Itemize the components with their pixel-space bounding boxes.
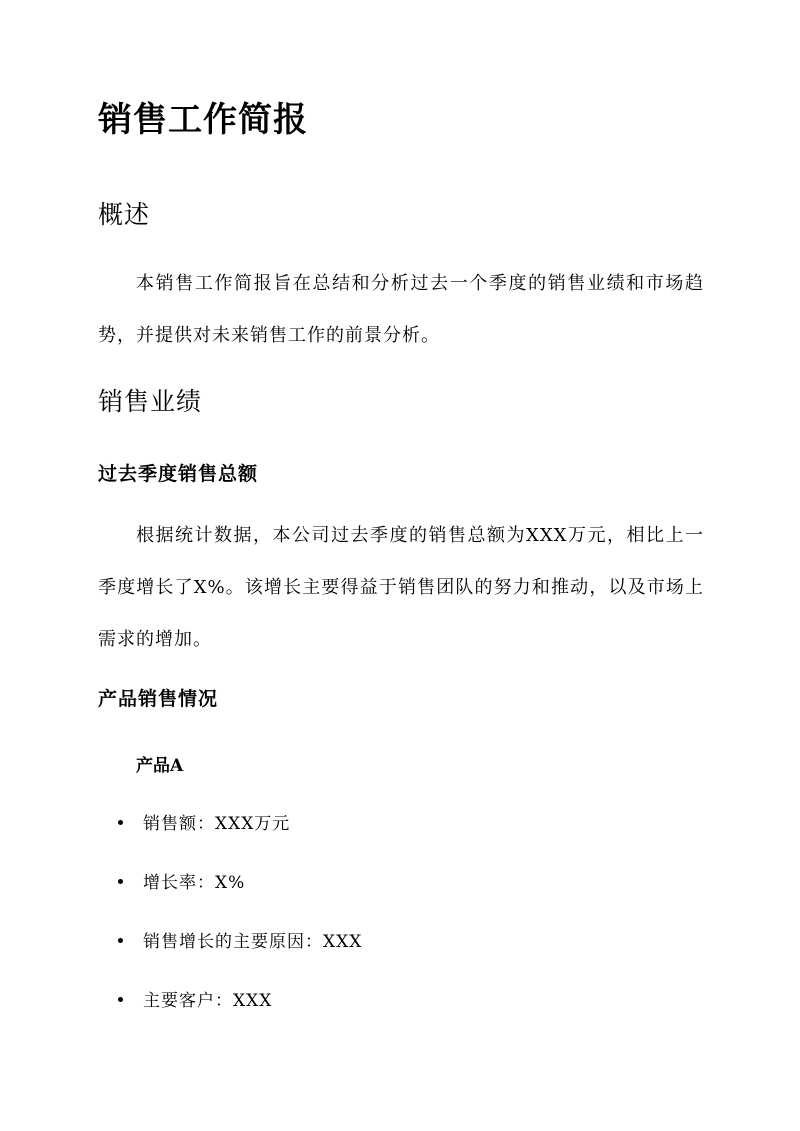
list-item-text: 销售增长的主要原因：XXX bbox=[143, 932, 363, 952]
overview-paragraph: 本销售工作简报旨在总结和分析过去一个季度的销售业绩和市场趋势，并提供对未来销售工作的前景分析。 bbox=[98, 273, 704, 346]
product-sales-heading: 产品销售情况 bbox=[98, 688, 219, 710]
product-a-heading: 产品A bbox=[136, 756, 184, 776]
bullet-icon bbox=[118, 820, 123, 825]
total-sales-heading: 过去季度销售总额 bbox=[98, 463, 259, 485]
bullet-icon bbox=[118, 938, 123, 943]
list-item-growth-reason bbox=[118, 922, 362, 981]
total-sales-paragraph: 根据统计数据，本公司过去季度的销售总额为XXX万元，相比上一季度增长了X%。该增长主要得益于销售团队的努力和推动，以及市场上需求的增加。 bbox=[98, 525, 704, 650]
document-title: 销售工作简报 bbox=[98, 100, 308, 140]
list-item-growth-rate bbox=[118, 863, 362, 922]
list-item-sales-amount bbox=[118, 804, 362, 863]
list-item-key-customers bbox=[118, 981, 362, 1040]
bullet-icon bbox=[118, 997, 123, 1002]
performance-heading: 销售业绩 bbox=[98, 387, 203, 416]
list-item-text: 销售额：XXX万元 bbox=[143, 814, 291, 834]
list-item-text: 主要客户：XXX bbox=[143, 991, 273, 1011]
bullet-icon bbox=[118, 879, 123, 884]
product-a-details-list bbox=[118, 804, 362, 1040]
list-item-text: 增长率：X% bbox=[143, 873, 246, 893]
overview-heading: 概述 bbox=[98, 200, 151, 229]
